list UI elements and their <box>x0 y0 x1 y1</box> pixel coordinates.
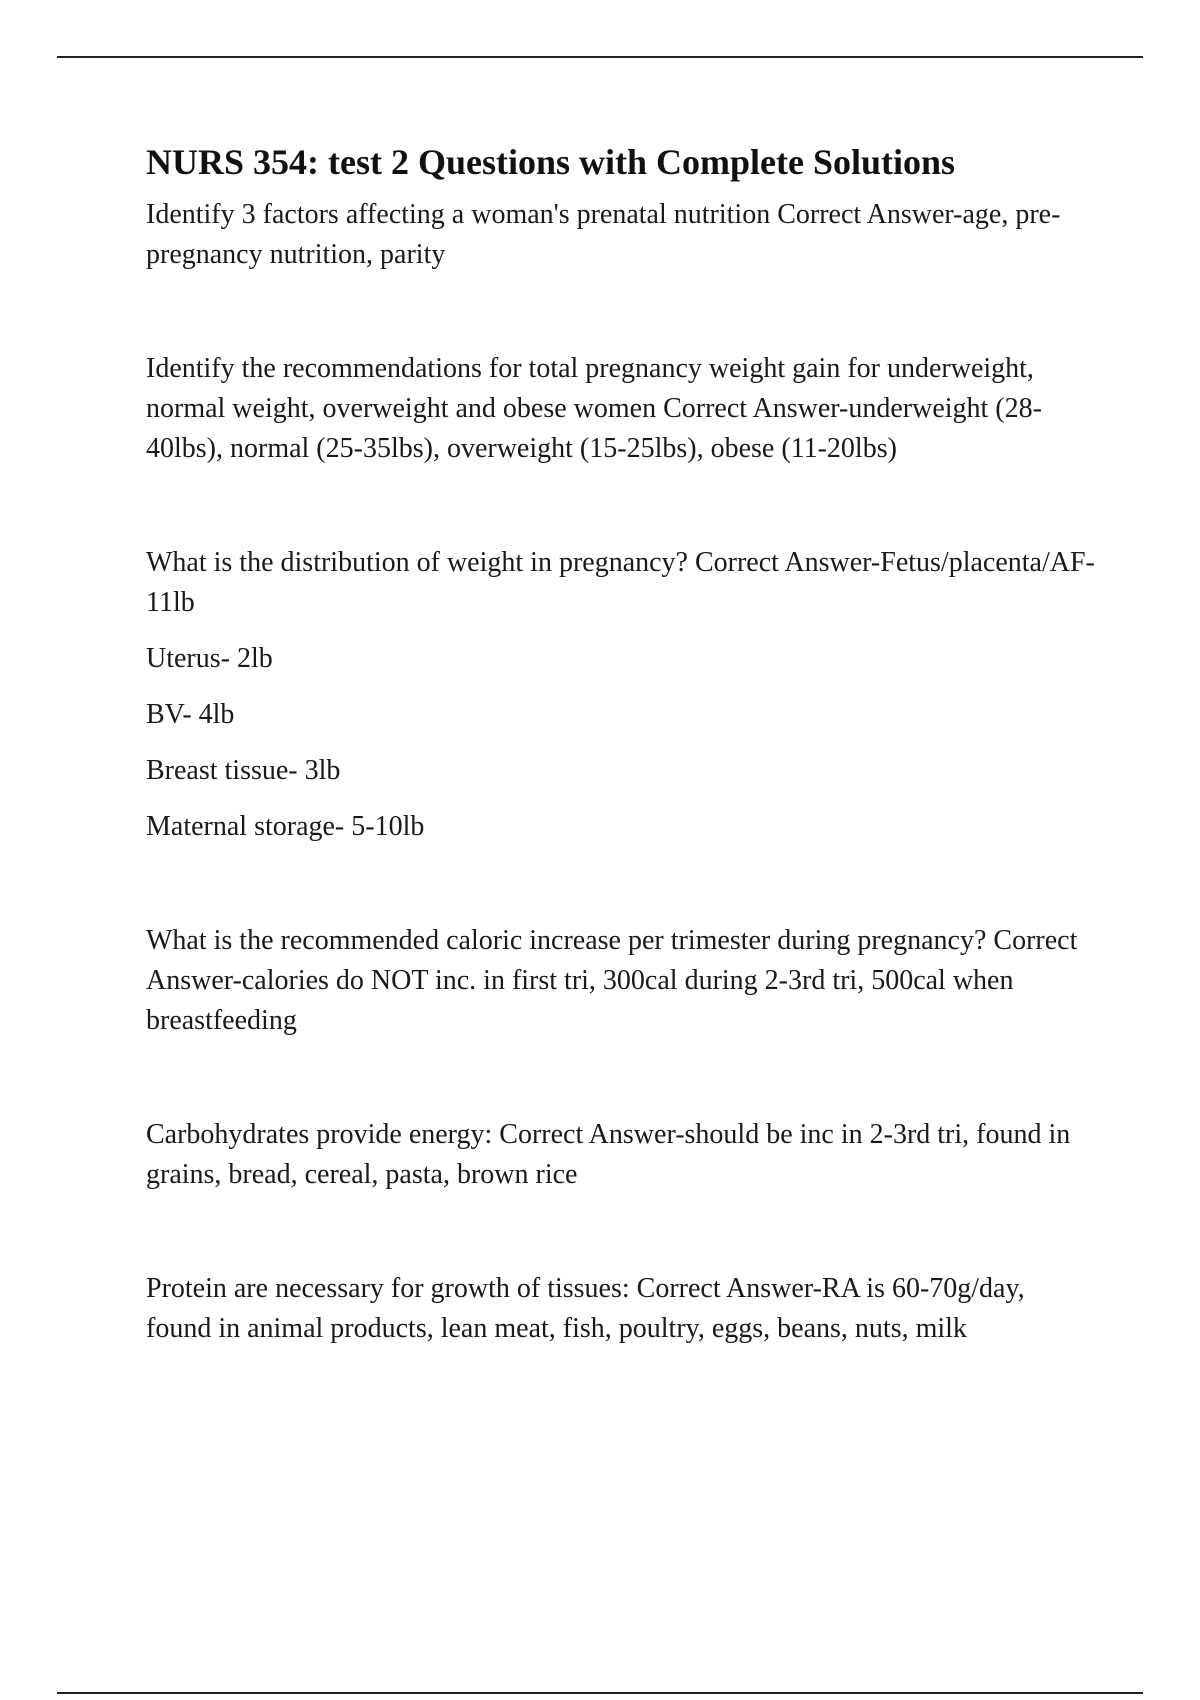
qa-item-4 <box>146 921 1096 1041</box>
qa-item-1 <box>146 195 1096 275</box>
qa-4-text: What is the recommended caloric increase per trimester during pregnancy? Correct Answer-calories do NOT inc. in first tri, 300cal during 2-3rd tri, 500cal when breastfeeding <box>146 925 1078 1036</box>
document-title: NURS 354: test 2 Questions with Complete Solutions <box>146 142 956 182</box>
qa-2-text: Identify the recommendations for total pregnancy weight gain for underweight, normal weight, overweight and obese women Correct Answer-underweight (28-40lbs), normal (25-35lbs), overweight (15-25lbs), obese (11-20lbs) <box>146 353 1042 464</box>
qa-item-2 <box>146 349 1096 469</box>
bottom-divider <box>57 1692 1143 1694</box>
qa-3-line-breast: Breast tissue- 3lb <box>146 755 341 786</box>
qa-item-6 <box>146 1269 1096 1349</box>
qa-1-text: Identify 3 factors affecting a woman's prenatal nutrition Correct Answer-age, pre-pregnancy nutrition, parity <box>146 199 1061 270</box>
qa-item-5 <box>146 1115 1096 1195</box>
qa-6-text: Protein are necessary for growth of tissues: Correct Answer-RA is 60-70g/day, found in animal products, lean meat, fish, poultry, eggs, beans, nuts, milk <box>146 1273 1025 1344</box>
qa-3-line-maternal: Maternal storage- 5-10lb <box>146 811 425 842</box>
qa-5-text: Carbohydrates provide energy: Correct Answer-should be inc in 2-3rd tri, found in grains, bread, cereal, pasta, brown rice <box>146 1119 1071 1190</box>
qa-item-3 <box>146 543 1096 847</box>
qa-3-text: What is the distribution of weight in pregnancy? Correct Answer-Fetus/placenta/AF- 11lb <box>146 547 1095 618</box>
document-body <box>146 140 1096 1349</box>
qa-3-line-bv: BV- 4lb <box>146 699 235 730</box>
top-divider <box>57 56 1143 58</box>
qa-3-line-uterus: Uterus- 2lb <box>146 643 273 674</box>
